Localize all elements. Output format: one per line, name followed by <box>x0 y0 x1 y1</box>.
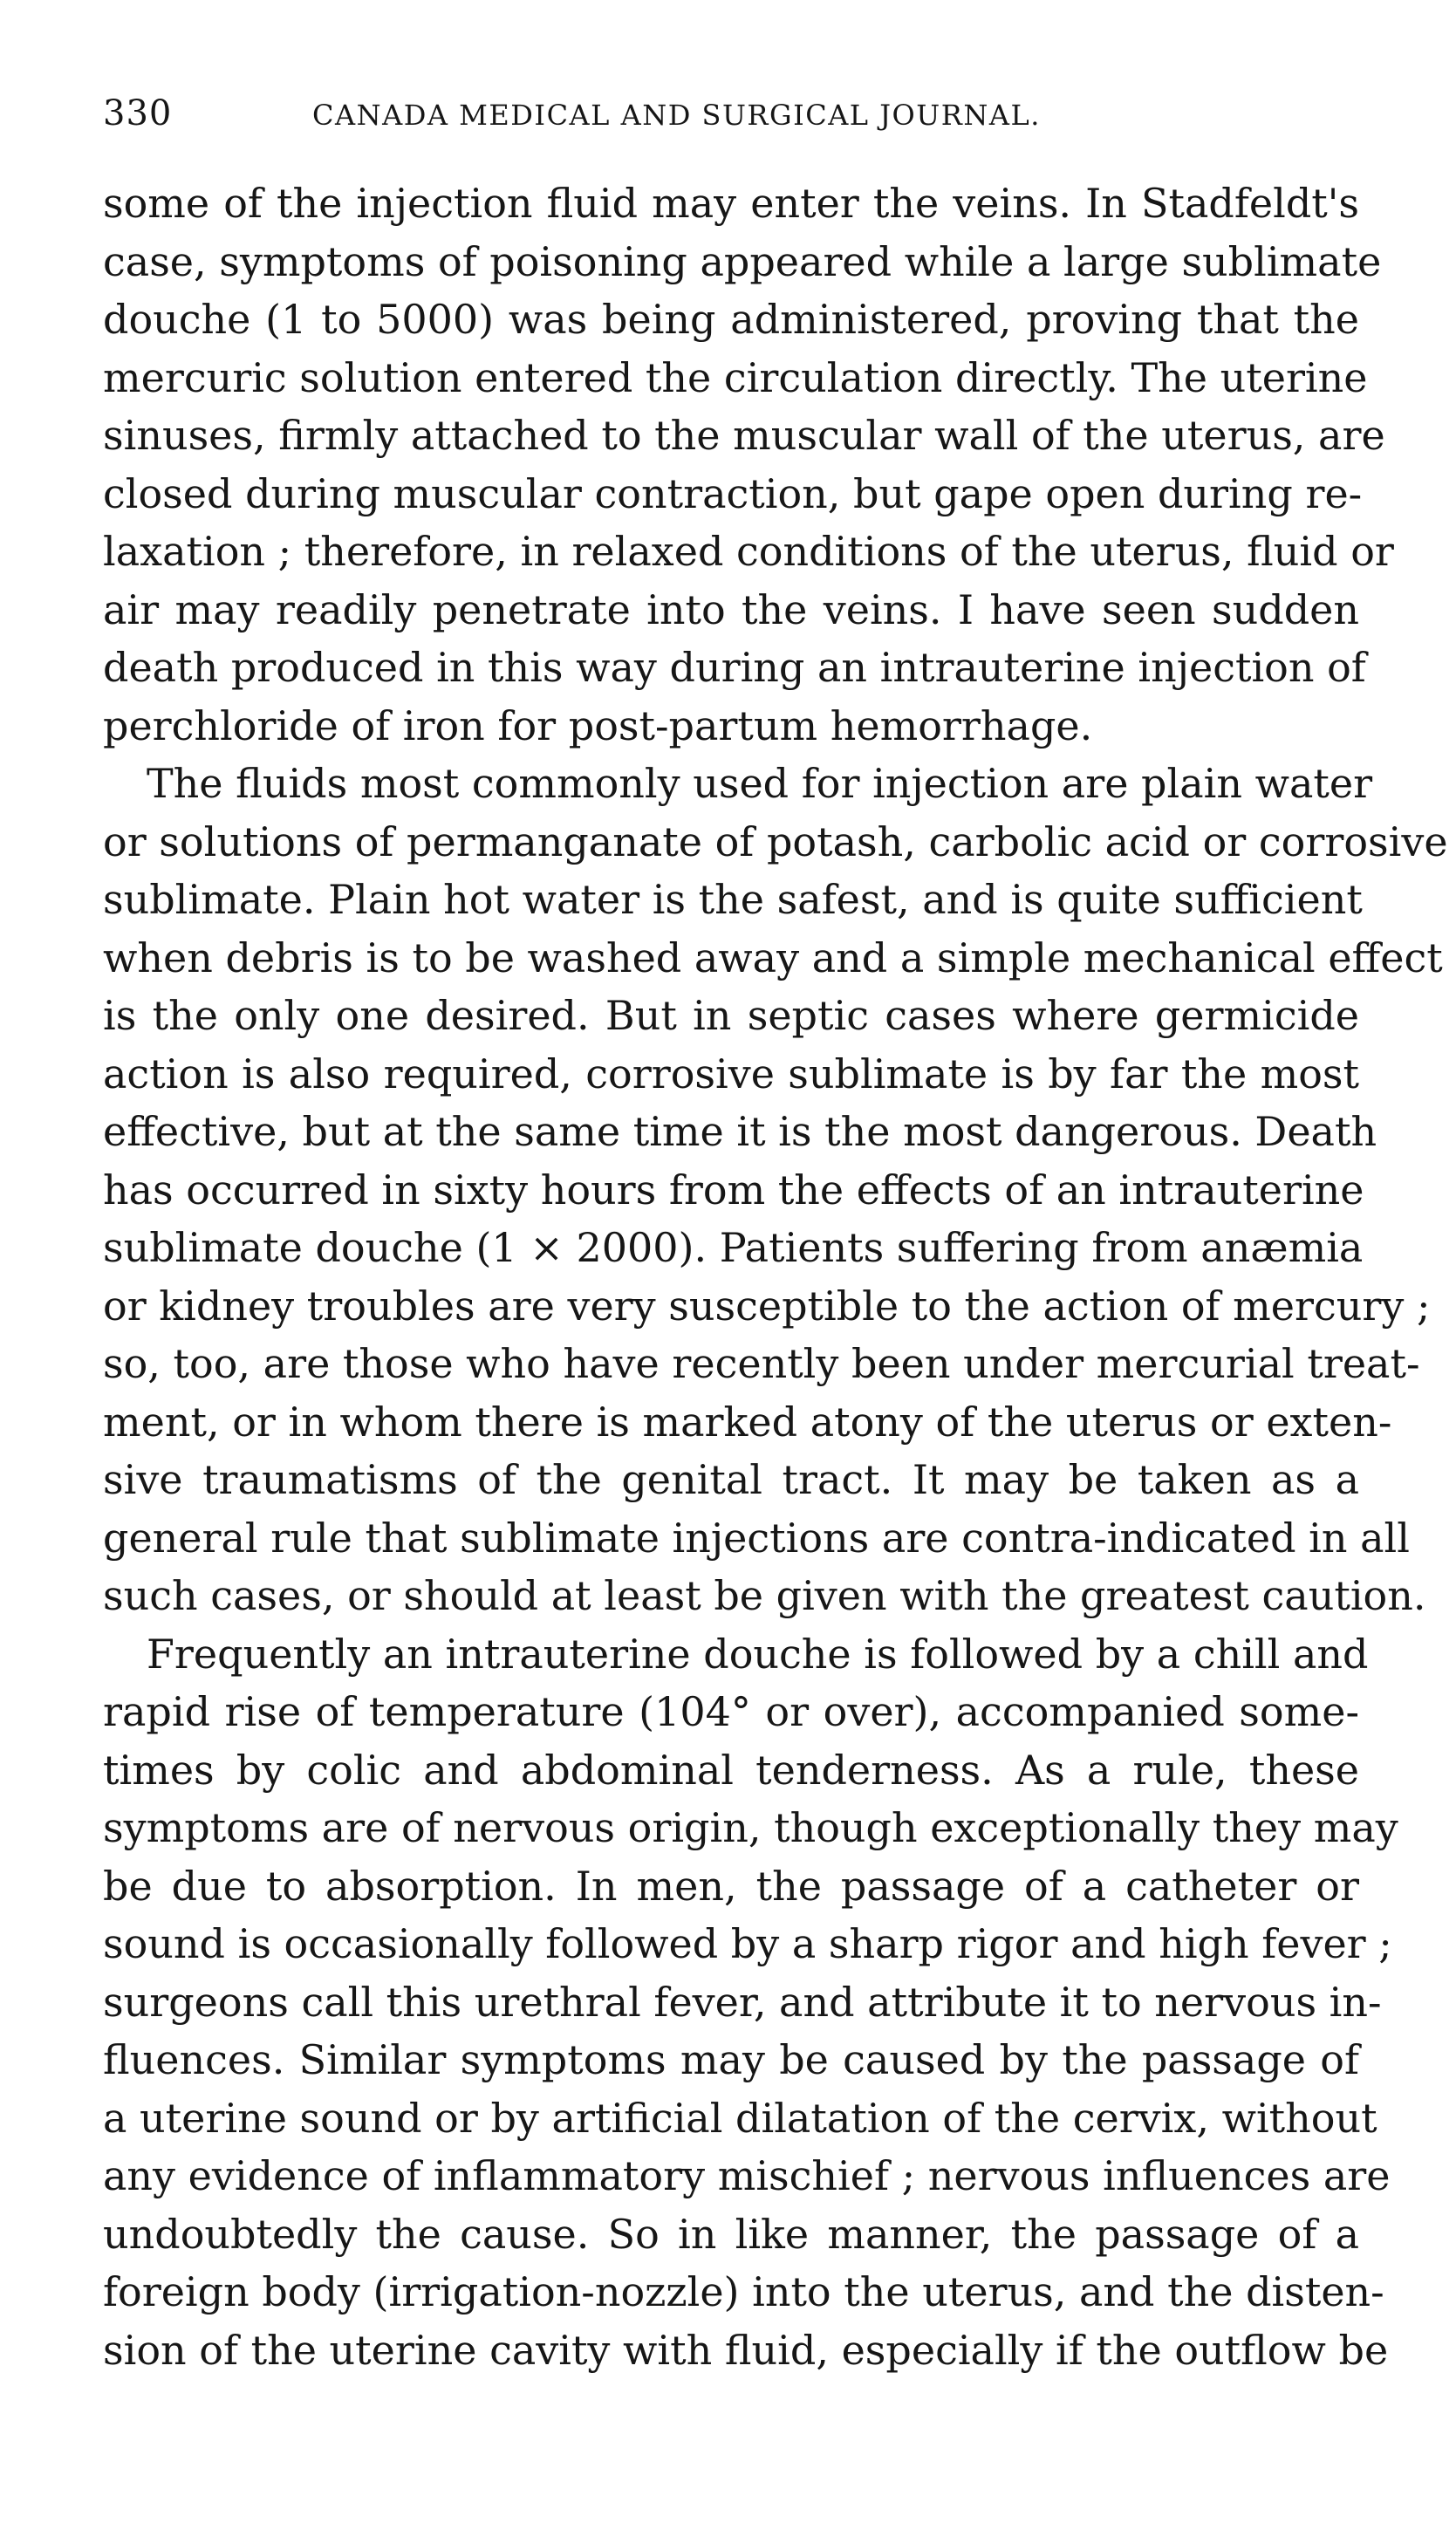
running-head <box>103 83 1359 144</box>
text-line: fluences. Similar symptoms may be caused by the passage of <box>103 2036 1359 2083</box>
text-line: sion of the uterine cavity with fluid, especially if the outflow be <box>103 2326 1389 2374</box>
text-line: sinuses, firmly attached to the muscular wall of the uterus, are <box>103 412 1385 459</box>
text-line: The fluids most commonly used for injection are plain water <box>147 760 1373 807</box>
text-line: surgeons call this urethral fever, and attribute it to nervous in- <box>103 1978 1382 2026</box>
text-line: symptoms are of nervous origin, though exceptionally they may <box>103 1804 1398 1851</box>
text-line: laxation ; therefore, in relaxed conditions of the uterus, fluid or <box>103 528 1394 575</box>
text-line: is the only one desired. But in septic cases where germicide <box>103 992 1359 1039</box>
text-line: so, too, are those who have recently been under mercurial treat- <box>103 1340 1420 1387</box>
text-line: sound is occasionally followed by a sharp rigor and high fever ; <box>103 1920 1392 1967</box>
text-line: perchloride of iron for post-partum hemorrhage. <box>103 701 1093 749</box>
text-line: action is also required, corrosive sublimate is by far the most <box>103 1050 1359 1097</box>
text-line: such cases, or should at least be given with the greatest caution. <box>103 1572 1426 1619</box>
text-line: sive traumatisms of the genital tract. It may be taken as a <box>103 1456 1359 1503</box>
text-line: any evidence of inflammatory mischief ; nervous influences are <box>103 2152 1391 2199</box>
text-line: general rule that sublimate injections are contra-indicated in all <box>103 1514 1410 1562</box>
text-line: Frequently an intrauterine douche is followed by a chill and <box>147 1630 1369 1678</box>
text-line: times by colic and abdominal tenderness. As a rule, these <box>103 1746 1359 1794</box>
text-line: foreign body (irrigation-nozzle) into the uterus, and the disten- <box>103 2268 1384 2315</box>
text-line: death produced in this way during an intrauterine injection of <box>103 644 1366 691</box>
page-number: 330 <box>103 93 173 133</box>
text-line: or solutions of permanganate of potash, carbolic acid or corrosive <box>103 817 1448 865</box>
text-line: douche (1 to 5000) was being administered, proving that the <box>103 296 1359 343</box>
text-line: closed during muscular contraction, but gape open during re- <box>103 469 1363 517</box>
text-line: has occurred in sixty hours from the effects of an intrauterine <box>103 1166 1364 1214</box>
text-line: a uterine sound or by artificial dilatation of the cervix, without <box>103 2094 1377 2142</box>
body-text <box>103 174 1448 2379</box>
journal-title: CANADA MEDICAL AND SURGICAL JOURNAL. <box>312 99 1041 132</box>
text-line: mercuric solution entered the circulation directly. The uterine <box>103 353 1368 401</box>
text-line: case, symptoms of poisoning appeared while a large sublimate <box>103 237 1382 285</box>
text-line: ment, or in whom there is marked atony of the uterus or exten- <box>103 1398 1392 1446</box>
paragraph <box>103 1625 1398 2380</box>
text-line: air may readily penetrate into the veins. I have seen sudden <box>103 585 1359 633</box>
text-line: some of the injection fluid may enter the veins. In Stadfeldt's <box>103 180 1359 227</box>
text-line: undoubtedly the cause. So in like manner, the passage of a <box>103 2210 1359 2258</box>
text-line: when debris is to be washed away and a simple mechanical effect <box>103 933 1443 981</box>
paragraph <box>103 174 1394 755</box>
document-page <box>103 83 1448 2379</box>
text-line: or kidney troubles are very susceptible to the action of mercury ; <box>103 1282 1431 1330</box>
paragraph <box>103 755 1448 1625</box>
text-line: sublimate douche (1 × 2000). Patients suffering from anæmia <box>103 1224 1364 1271</box>
text-line: be due to absorption. In men, the passage of a catheter or <box>103 1862 1359 1910</box>
text-line: sublimate. Plain hot water is the safest, and is quite sufficient <box>103 876 1363 923</box>
text-line: rapid rise of temperature (104° or over), accompanied some- <box>103 1688 1359 1735</box>
text-line: effective, but at the same time it is the most dangerous. Death <box>103 1108 1377 1155</box>
